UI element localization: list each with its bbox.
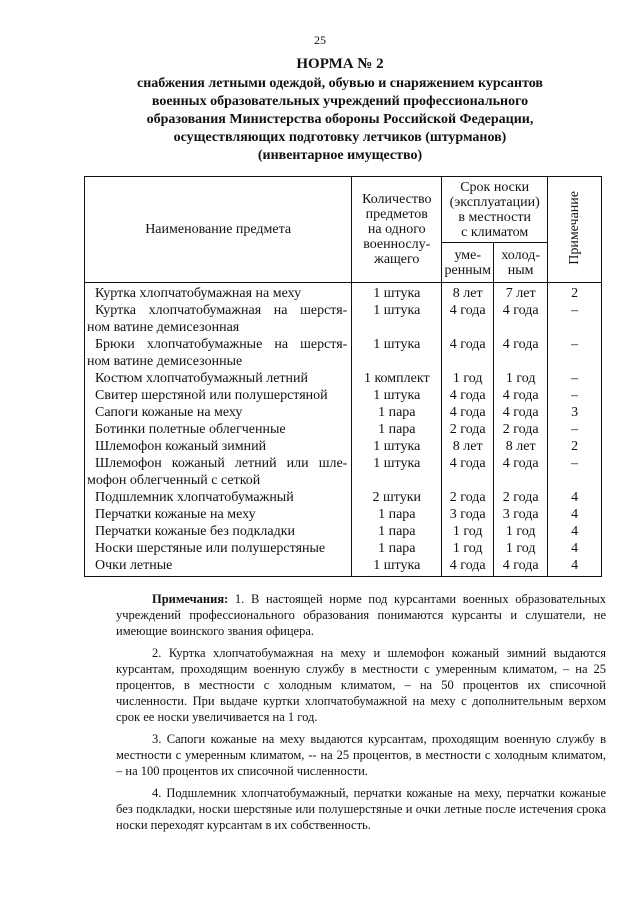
title-line: военных образовательных учреждений профессионального [151, 94, 529, 109]
table-row [85, 387, 602, 404]
notes-lead: Примечания: [152, 592, 229, 606]
item-name-cell: Шлемофон кожаный зимний [85, 438, 352, 455]
moderate-term-cell: 1 год [442, 370, 494, 387]
quantity-cell: 1 штука [352, 283, 442, 303]
item-name-cell: Перчатки кожаные без подкладки [85, 523, 352, 540]
item-name-cell: Подшлемник хлопчатобумажный [85, 489, 352, 506]
note-paragraph: 2. Куртка хлопчатобумажная на меху и шлемофон кожаный зимний выдаются курсантам, проходящим военную службу в местности с умеренным климатом, – на 25 процентов, в местности с холодным климатом, – на 50 процентов их списочной численности. При выдаче куртки хлопчатобумажной на меху с дополнительным верхом срок ее носки увеличивается на 1 год. [116, 646, 606, 724]
table-body [85, 283, 602, 577]
moderate-term-cell: 4 года [442, 557, 494, 577]
quantity-cell: 2 штуки [352, 489, 442, 506]
moderate-term-cell: 4 года [442, 302, 494, 336]
quantity-cell: 1 пара [352, 523, 442, 540]
header-note: Примечание [548, 177, 602, 283]
title-line: (инвентарное имущество) [257, 148, 423, 163]
note-paragraph: 4. Подшлемник хлопчатобумажный, перчатки кожаные на меху, перчатки кожаные без подкладки, носки шерстяные или полушерстяные и очки летные после истечения срока носки переходят курсантам в их собственность. [116, 786, 606, 832]
quantity-cell: 1 комплект [352, 370, 442, 387]
note-cell: – [548, 421, 602, 438]
note-cell: – [548, 455, 602, 489]
quantity-cell: 1 пара [352, 540, 442, 557]
quantity-cell: 1 штука [352, 387, 442, 404]
item-name-cell: Сапоги кожаные на меху [85, 404, 352, 421]
note-cell: – [548, 336, 602, 370]
header-item-name: Наименование предмета [85, 177, 352, 283]
note-paragraph: 3. Сапоги кожаные на меху выдаются курсантам, проходящим военную службу в местности с умеренным климатом, -- на 25 процентов, в местности с холодным климатом, – на 100 процентов их списочной численности. [116, 732, 606, 778]
table-row [85, 302, 602, 336]
item-name-cell: Костюм хлопчатобумажный летний [85, 370, 352, 387]
moderate-term-cell: 4 года [442, 336, 494, 370]
quantity-cell: 1 пара [352, 404, 442, 421]
table-row [85, 404, 602, 421]
title-line: образования Министерства обороны Российской Федерации, [146, 112, 534, 127]
item-name-cell: Куртка хлопчатобумажная на меху [85, 283, 352, 303]
table-row [85, 540, 602, 557]
table-row [85, 455, 602, 489]
moderate-term-cell: 1 год [442, 540, 494, 557]
note-cell: – [548, 302, 602, 336]
notes [116, 591, 606, 839]
table-row [85, 506, 602, 523]
page-number: 25 [314, 33, 326, 47]
header-quantity: Количество предметов на одного военнослу- жащего [352, 177, 442, 283]
title-line: снабжения летными одеждой, обувью и снаряжением курсантов [137, 76, 543, 91]
document-title [100, 55, 580, 165]
note-cell: 2 [548, 438, 602, 455]
quantity-cell: 1 штука [352, 455, 442, 489]
item-name-cell: Свитер шерстяной или полушерстяной [85, 387, 352, 404]
item-name-cell: Куртка хлопчатобумажная на шерстя- ном ватине демисезонная [85, 302, 352, 336]
note-paragraph: Примечания: 1. В настоящей норме под курсантами военных образовательных учреждений профессионального образования понимаются курсанты и слушатели, не имеющие воинского звания офицера. [116, 592, 606, 638]
cold-term-cell: 4 года [494, 387, 548, 404]
moderate-term-cell: 4 года [442, 387, 494, 404]
moderate-term-cell: 4 года [442, 455, 494, 489]
moderate-term-cell: 4 года [442, 404, 494, 421]
note-cell: 4 [548, 506, 602, 523]
quantity-cell: 1 штука [352, 336, 442, 370]
note-cell: 4 [548, 540, 602, 557]
header-moderate: уме- ренным [442, 243, 494, 283]
title-line: осуществляющих подготовку летчиков (штурманов) [173, 130, 507, 145]
table-row [85, 283, 602, 303]
table-row [85, 489, 602, 506]
item-name-cell: Шлемофон кожаный летний или шле- мофон облегченный с сеткой [85, 455, 352, 489]
table-row [85, 370, 602, 387]
item-name-cell: Брюки хлопчатобумажные на шерстя- ном ватине демисезонные [85, 336, 352, 370]
header-term: Срок носки (эксплуатации) в местности с климатом [442, 177, 548, 243]
note-cell: 4 [548, 489, 602, 506]
header-cold: холод- ным [494, 243, 548, 283]
norm-table [84, 176, 602, 577]
item-name-cell: Очки летные [85, 557, 352, 577]
quantity-cell: 1 пара [352, 506, 442, 523]
cold-term-cell: 1 год [494, 523, 548, 540]
moderate-term-cell: 1 год [442, 523, 494, 540]
table-row [85, 523, 602, 540]
cold-term-cell: 4 года [494, 557, 548, 577]
cold-term-cell: 4 года [494, 404, 548, 421]
note-cell: – [548, 387, 602, 404]
quantity-cell: 1 пара [352, 421, 442, 438]
cold-term-cell: 3 года [494, 506, 548, 523]
table-row [85, 438, 602, 455]
cold-term-cell: 1 год [494, 370, 548, 387]
cold-term-cell: 7 лет [494, 283, 548, 303]
quantity-cell: 1 штука [352, 302, 442, 336]
norm-heading: НОРМА № 2 [296, 56, 384, 72]
table-row [85, 336, 602, 370]
cold-term-cell: 8 лет [494, 438, 548, 455]
note-cell: 2 [548, 283, 602, 303]
moderate-term-cell: 8 лет [442, 283, 494, 303]
note-cell: 3 [548, 404, 602, 421]
note-cell: 4 [548, 557, 602, 577]
cold-term-cell: 4 года [494, 455, 548, 489]
quantity-cell: 1 штука [352, 438, 442, 455]
moderate-term-cell: 2 года [442, 489, 494, 506]
table-row [85, 421, 602, 438]
item-name-cell: Перчатки кожаные на меху [85, 506, 352, 523]
note-cell: 4 [548, 523, 602, 540]
cold-term-cell: 1 год [494, 540, 548, 557]
table-row [85, 557, 602, 577]
moderate-term-cell: 3 года [442, 506, 494, 523]
quantity-cell: 1 штука [352, 557, 442, 577]
item-name-cell: Носки шерстяные или полушерстяные [85, 540, 352, 557]
moderate-term-cell: 2 года [442, 421, 494, 438]
cold-term-cell: 2 года [494, 489, 548, 506]
note-cell: – [548, 370, 602, 387]
cold-term-cell: 4 года [494, 302, 548, 336]
item-name-cell: Ботинки полетные облегченные [85, 421, 352, 438]
cold-term-cell: 4 года [494, 336, 548, 370]
cold-term-cell: 2 года [494, 421, 548, 438]
moderate-term-cell: 8 лет [442, 438, 494, 455]
